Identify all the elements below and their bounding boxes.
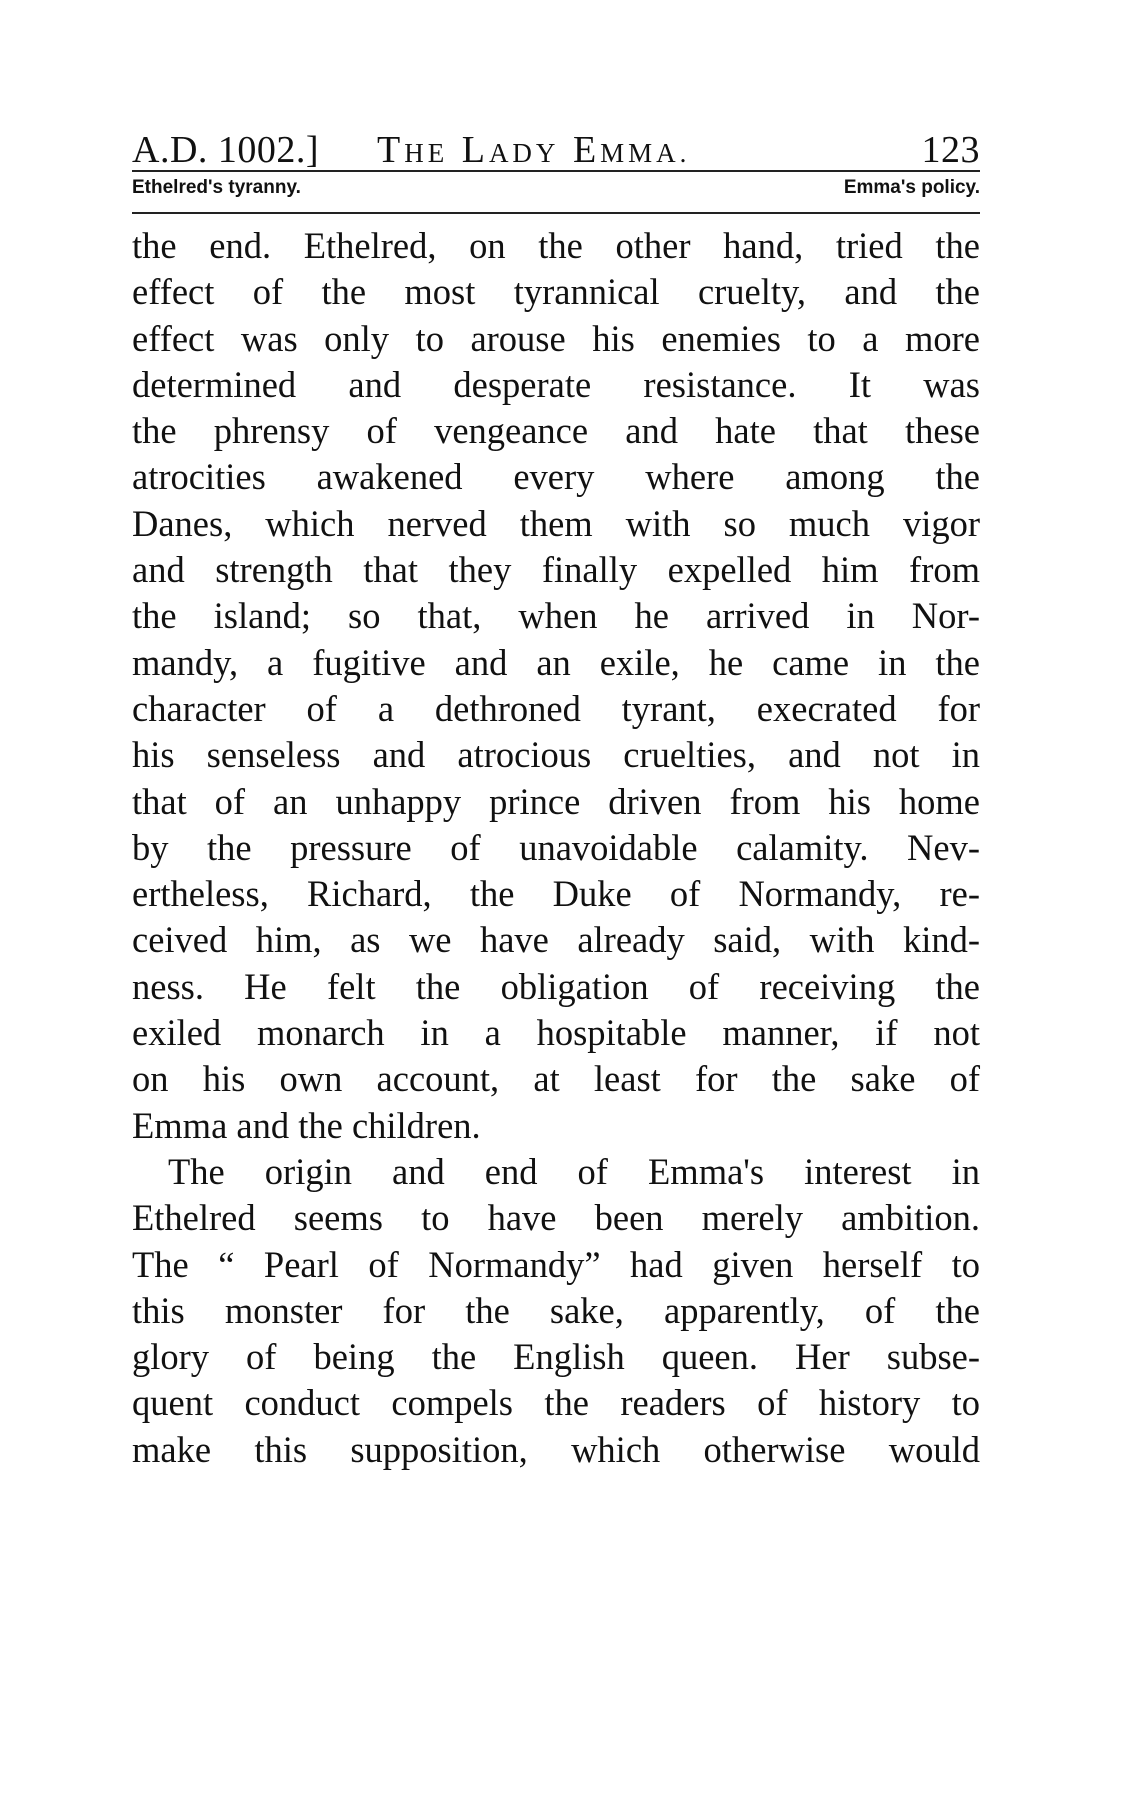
text-line: Danes, which nerved them with so much vigor: [132, 502, 980, 544]
text-line: atrocities awakened every where among the: [132, 456, 980, 498]
text-line: character of a dethroned tyrant, execrated for: [132, 687, 980, 729]
text-line: exiled monarch in a hospitable manner, if not: [132, 1012, 980, 1054]
text-line: ceived him, as we have already said, with kind-: [132, 919, 980, 961]
text-line: by the pressure of unavoidable calamity. Nev-: [132, 826, 980, 868]
text-line: ertheless, Richard, the Duke of Normandy, re-: [132, 873, 980, 915]
header-date: A.D. 1002.]: [132, 129, 320, 171]
text-line: Emma and the children.: [132, 1104, 481, 1146]
text-line: make this supposition, which otherwise would: [132, 1428, 980, 1470]
text-line: this monster for the sake, apparently, of the: [132, 1289, 980, 1331]
text-line: effect was only to arouse his enemies to a more: [132, 317, 980, 359]
text-line: and strength that they finally expelled him from: [132, 549, 980, 591]
text-line: on his own account, at least for the sake of: [132, 1058, 980, 1100]
running-header: [132, 100, 980, 172]
text-line: that of an unhappy prince driven from his home: [132, 780, 980, 822]
text-line: The origin and end of Emma's interest in: [168, 1150, 980, 1192]
text-line: quent conduct compels the readers of history to: [132, 1382, 980, 1424]
text-line: mandy, a fugitive and an exile, he came in the: [132, 641, 980, 683]
text-line: The “ Pearl of Normandy” had given herself to: [132, 1243, 980, 1285]
text-line: the island; so that, when he arrived in Nor-: [132, 595, 980, 637]
page-number: 123: [921, 129, 980, 171]
text-line: his senseless and atrocious cruelties, and not in: [132, 734, 980, 776]
paragraph: [132, 1149, 980, 1473]
text-line: Ethelred seems to have been merely ambition.: [132, 1197, 980, 1239]
header-rule-top: [132, 170, 980, 172]
subheader-left: Ethelred's tyranny.: [132, 177, 301, 198]
paragraphs: [132, 223, 980, 1473]
header-title: THE LADY EMMA.: [377, 129, 691, 171]
text-line: determined and desperate resistance. It was: [132, 363, 980, 405]
text-line: effect of the most tyrannical cruelty, and the: [132, 271, 980, 313]
text-line: the end. Ethelred, on the other hand, tried the: [132, 225, 980, 266]
body-text: [132, 223, 980, 1473]
text-line: glory of being the English queen. Her subse-: [132, 1336, 980, 1378]
text-line: ness. He felt the obligation of receiving the: [132, 965, 980, 1007]
header-rule-bottom: [132, 212, 980, 214]
text-line: the phrensy of vengeance and hate that these: [132, 410, 980, 452]
subheader-right: Emma's policy.: [843, 177, 980, 198]
paragraph: [132, 223, 980, 1149]
book-page: [132, 100, 980, 172]
